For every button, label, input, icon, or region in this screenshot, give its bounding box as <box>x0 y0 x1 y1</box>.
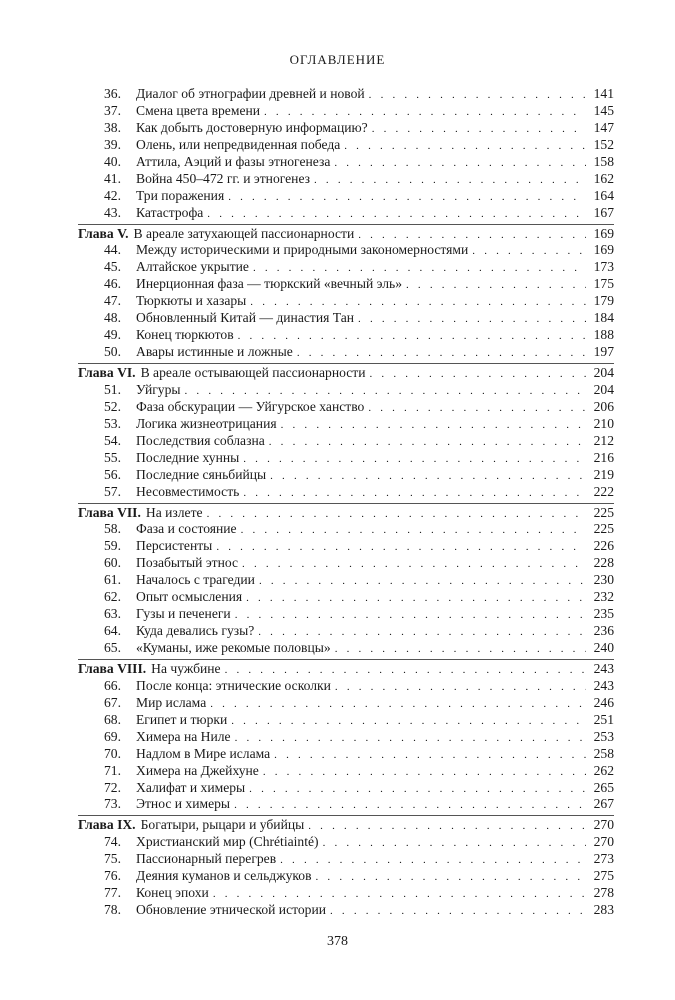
entry-page: 184 <box>593 310 614 326</box>
toc-section <box>78 363 614 501</box>
entry-number: 49. <box>104 327 121 343</box>
entry-number: 71. <box>104 762 121 778</box>
entry-page: 226 <box>593 538 614 554</box>
dot-leader <box>344 138 586 155</box>
dot-leader <box>216 539 586 556</box>
dot-leader <box>314 172 586 189</box>
entry-title: Позабытый этнос <box>136 555 239 571</box>
entry-title: Последние сяньбийцы <box>136 466 267 482</box>
chapter-page: 169 <box>593 225 614 241</box>
entry-title: Началось с трагедии <box>136 572 255 588</box>
toc-entry <box>78 137 614 154</box>
toc-entry <box>78 834 614 851</box>
entry-title: Инерционная фаза — тюркский «вечный эль» <box>136 276 403 292</box>
entry-number: 75. <box>104 851 121 867</box>
toc-entry <box>78 521 614 538</box>
entry-page: 246 <box>593 694 614 710</box>
toc-entry <box>78 695 614 712</box>
entry-number: 76. <box>104 868 121 884</box>
dot-leader <box>238 328 586 345</box>
toc-entry <box>78 382 614 399</box>
entry-page: 267 <box>593 796 614 812</box>
dot-leader <box>316 869 586 886</box>
toc-section <box>78 659 614 813</box>
entry-number: 69. <box>104 728 121 744</box>
dot-leader <box>259 573 586 590</box>
entry-page: 158 <box>593 153 614 169</box>
toc-entry <box>78 259 614 276</box>
entry-page: 232 <box>593 589 614 605</box>
toc-entry <box>78 344 614 361</box>
dot-leader <box>368 400 586 417</box>
entry-number: 45. <box>104 259 121 275</box>
toc-entry <box>78 796 614 813</box>
entry-title: Мир ислама <box>136 694 207 710</box>
dot-leader <box>358 227 586 244</box>
dot-leader <box>274 747 586 764</box>
entry-title: Гузы и печенеги <box>136 606 231 622</box>
entry-title: Диалог об этнографии древней и новой <box>136 86 365 101</box>
toc-entry <box>78 276 614 293</box>
chapter-label: Глава VIII. <box>78 660 147 676</box>
entry-title: Пассионарный перегрев <box>136 851 277 867</box>
entry-title: Смена цвета времени <box>136 102 261 118</box>
entry-page: 222 <box>593 483 614 499</box>
dot-leader <box>241 522 586 539</box>
dot-leader <box>297 345 586 362</box>
entry-number: 47. <box>104 293 121 309</box>
dot-leader <box>207 506 586 523</box>
toc-entry <box>78 780 614 797</box>
entry-title: Халифат и химеры <box>136 779 246 795</box>
entry-number: 63. <box>104 606 121 622</box>
entry-number: 68. <box>104 711 121 727</box>
entry-title: Три поражения <box>136 187 225 203</box>
toc-entry <box>78 851 614 868</box>
toc-entry <box>78 868 614 885</box>
entry-page: 167 <box>593 204 614 220</box>
running-header: ОГЛАВЛЕНИЕ <box>289 52 386 67</box>
entry-title: Опыт осмысления <box>136 589 243 605</box>
entry-number: 65. <box>104 640 121 655</box>
dot-leader <box>213 886 586 903</box>
entry-page: 204 <box>593 381 614 397</box>
entry-number: 51. <box>104 381 121 397</box>
entry-number: 72. <box>104 779 121 795</box>
entry-page: 262 <box>593 762 614 778</box>
dot-leader <box>210 696 586 713</box>
entry-page: 236 <box>593 623 614 639</box>
toc-entry <box>78 467 614 484</box>
dot-leader <box>235 730 586 747</box>
entry-title: Египет и тюрки <box>136 711 228 727</box>
entry-number: 59. <box>104 538 121 554</box>
dot-leader <box>280 852 586 869</box>
entry-title: Обновление этнической истории <box>136 902 327 918</box>
entry-title: Последние хунны <box>136 449 240 465</box>
dot-leader <box>323 835 586 852</box>
entry-title: Конец тюркютов <box>136 327 234 343</box>
chapter-title: В ареале остывающей пассионарности <box>140 365 366 380</box>
dot-leader <box>281 417 586 434</box>
dot-leader <box>270 468 586 485</box>
dot-leader <box>231 713 586 730</box>
toc-section <box>78 86 614 222</box>
entry-page: 169 <box>593 242 614 258</box>
entry-title: Война 450–472 гг. и этногенез <box>136 170 311 186</box>
chapter-page: 204 <box>593 365 614 380</box>
entry-number: 46. <box>104 276 121 292</box>
entry-page: 147 <box>593 119 614 135</box>
entry-number: 57. <box>104 483 121 499</box>
dot-leader <box>334 155 586 172</box>
entry-number: 62. <box>104 589 121 605</box>
dot-leader <box>249 781 586 798</box>
dot-leader <box>269 434 586 451</box>
toc-entry <box>78 885 614 902</box>
entry-number: 48. <box>104 310 121 326</box>
toc-entry <box>78 555 614 572</box>
chapter-row <box>78 365 614 382</box>
chapter-title: В ареале затухающей пассионарности <box>133 225 355 241</box>
entry-number: 74. <box>104 834 121 850</box>
entry-title: Олень, или непредвиденная победа <box>136 136 341 152</box>
entry-title: Как добыть достоверную информацию? <box>136 119 368 135</box>
entry-page: 243 <box>593 677 614 693</box>
entry-page: 251 <box>593 711 614 727</box>
entry-title: Персистенты <box>136 538 213 554</box>
entry-page: 212 <box>593 432 614 448</box>
dot-leader <box>372 121 586 138</box>
toc-entry <box>78 433 614 450</box>
chapter-title: Богатыри, рыцари и убийцы <box>140 817 305 833</box>
entry-number: 44. <box>104 242 121 258</box>
entry-number: 53. <box>104 415 121 431</box>
toc-entry <box>78 103 614 120</box>
dot-leader <box>246 590 586 607</box>
toc-entry <box>78 712 614 729</box>
chapter-row <box>78 661 614 678</box>
entry-number: 61. <box>104 572 121 588</box>
page-number: 378 <box>327 934 348 949</box>
entry-title: Тюркюты и хазары <box>136 293 247 309</box>
entry-page: 225 <box>593 521 614 537</box>
dot-leader <box>330 903 586 920</box>
entry-number: 42. <box>104 187 121 203</box>
entry-number: 40. <box>104 153 121 169</box>
entry-title: Химера на Джейхуне <box>136 762 259 778</box>
entry-page: 235 <box>593 606 614 622</box>
chapter-label: Глава VII. <box>78 504 141 520</box>
entry-page: 228 <box>593 555 614 571</box>
entry-title: Конец эпохи <box>136 885 209 901</box>
dot-leader <box>250 294 586 311</box>
entry-title: Надлом в Мире ислама <box>136 745 271 761</box>
toc-entry <box>78 538 614 555</box>
dot-leader <box>243 485 586 502</box>
dot-leader <box>234 797 586 814</box>
entry-page: 173 <box>593 259 614 275</box>
entry-page: 253 <box>593 728 614 744</box>
entry-title: Фаза и состояние <box>136 521 237 537</box>
entry-page: 197 <box>593 344 614 360</box>
toc-entry <box>78 606 614 623</box>
toc-entry <box>78 154 614 171</box>
toc-entry <box>78 763 614 780</box>
entry-title: Последствия соблазна <box>136 432 265 448</box>
entry-title: Куда девались гузы? <box>136 623 255 639</box>
entry-number: 36. <box>104 86 121 101</box>
toc-entry <box>78 623 614 640</box>
entry-title: Фаза обскурации — Уйгурское ханство <box>136 398 365 414</box>
entry-title: Катастрофа <box>136 204 204 220</box>
entry-title: Обновленный Китай — династия Тан <box>136 310 355 326</box>
entry-page: 258 <box>593 745 614 761</box>
chapter-page: 225 <box>593 504 614 520</box>
entry-page: 162 <box>593 170 614 186</box>
dot-leader <box>472 243 586 260</box>
dot-leader <box>242 556 586 573</box>
chapter-label: Глава IX. <box>78 817 136 833</box>
entry-title: Уйгуры <box>136 381 181 397</box>
toc-entry <box>78 293 614 310</box>
chapter-row <box>78 817 614 834</box>
entry-number: 50. <box>104 344 121 360</box>
entry-page: 210 <box>593 415 614 431</box>
chapter-row <box>78 505 614 522</box>
chapter-row <box>78 226 614 243</box>
entry-page: 206 <box>593 398 614 414</box>
dot-leader <box>253 260 586 277</box>
entry-number: 55. <box>104 449 121 465</box>
toc-entry <box>78 678 614 695</box>
entry-page: 216 <box>593 449 614 465</box>
entry-number: 58. <box>104 521 121 537</box>
chapter-title: На чужбине <box>151 660 221 676</box>
entry-number: 67. <box>104 694 121 710</box>
toc-entry <box>78 188 614 205</box>
chapter-page: 270 <box>593 817 614 833</box>
table-of-contents <box>78 86 614 919</box>
entry-page: 265 <box>593 779 614 795</box>
entry-title: Деяния куманов и сельджуков <box>136 868 312 884</box>
dot-leader <box>263 764 586 781</box>
entry-page: 188 <box>593 327 614 343</box>
entry-title: Этнос и химеры <box>136 796 231 812</box>
toc-entry <box>78 746 614 763</box>
dot-leader <box>358 311 586 328</box>
dot-leader <box>264 104 586 121</box>
entry-number: 37. <box>104 102 121 118</box>
entry-title: «Куманы, иже рекомые половцы» <box>136 640 331 655</box>
entry-title: Химера на Ниле <box>136 728 231 744</box>
toc-entry <box>78 205 614 222</box>
toc-entry <box>78 310 614 327</box>
toc-entry <box>78 171 614 188</box>
entry-number: 56. <box>104 466 121 482</box>
entry-number: 54. <box>104 432 121 448</box>
entry-number: 70. <box>104 745 121 761</box>
entry-title: Между историческими и природными закономерностями <box>136 242 469 258</box>
entry-page: 283 <box>593 902 614 918</box>
entry-number: 73. <box>104 796 121 812</box>
toc-entry <box>78 242 614 259</box>
dot-leader <box>207 206 586 223</box>
toc-section <box>78 815 614 919</box>
toc-entry <box>78 589 614 606</box>
entry-page: 145 <box>593 102 614 118</box>
toc-entry <box>78 729 614 746</box>
dot-leader <box>335 641 586 658</box>
entry-page: 240 <box>593 640 614 655</box>
toc-entry <box>78 399 614 416</box>
entry-title: После конца: этнические осколки <box>136 677 331 693</box>
entry-number: 77. <box>104 885 121 901</box>
chapter-title: На излете <box>145 504 203 520</box>
entry-page: 141 <box>593 86 614 101</box>
dot-leader <box>228 189 586 206</box>
entry-number: 78. <box>104 902 121 918</box>
chapter-label: Глава VI. <box>78 365 136 380</box>
toc-entry <box>78 640 614 657</box>
dot-leader <box>406 277 586 294</box>
dot-leader <box>308 818 586 835</box>
entry-page: 230 <box>593 572 614 588</box>
entry-number: 39. <box>104 136 121 152</box>
toc-entry <box>78 86 614 103</box>
dot-leader <box>185 383 586 400</box>
dot-leader <box>235 607 586 624</box>
entry-title: Алтайское укрытие <box>136 259 249 275</box>
entry-title: Логика жизнеотрицания <box>136 415 277 431</box>
toc-entry <box>78 327 614 344</box>
entry-number: 66. <box>104 677 121 693</box>
entry-page: 175 <box>593 276 614 292</box>
dot-leader <box>243 451 586 468</box>
entry-number: 60. <box>104 555 121 571</box>
dot-leader <box>258 624 586 641</box>
entry-page: 273 <box>593 851 614 867</box>
entry-page: 278 <box>593 885 614 901</box>
entry-number: 41. <box>104 170 121 186</box>
entry-page: 152 <box>593 136 614 152</box>
chapter-label: Глава V. <box>78 225 129 241</box>
entry-page: 179 <box>593 293 614 309</box>
toc-section <box>78 503 614 657</box>
entry-title: Авары истинные и ложные <box>136 344 293 360</box>
dot-leader <box>369 87 586 104</box>
toc-entry <box>78 902 614 919</box>
dot-leader <box>225 662 586 679</box>
entry-title: Несовместимость <box>136 483 240 499</box>
entry-page: 219 <box>593 466 614 482</box>
dot-leader <box>335 679 586 696</box>
entry-number: 52. <box>104 398 121 414</box>
toc-entry <box>78 450 614 467</box>
toc-entry <box>78 484 614 501</box>
toc-entry <box>78 416 614 433</box>
entry-title: Христианский мир (Chrétiainté) <box>136 834 319 850</box>
entry-number: 64. <box>104 623 121 639</box>
entry-page: 164 <box>593 187 614 203</box>
toc-entry <box>78 572 614 589</box>
toc-section <box>78 224 614 362</box>
dot-leader <box>370 366 586 383</box>
entry-page: 275 <box>593 868 614 884</box>
toc-entry <box>78 120 614 137</box>
entry-title: Аттила, Аэций и фазы этногенеза <box>136 153 331 169</box>
entry-page: 270 <box>593 834 614 850</box>
entry-number: 38. <box>104 119 121 135</box>
chapter-page: 243 <box>593 660 614 676</box>
entry-number: 43. <box>104 204 121 220</box>
